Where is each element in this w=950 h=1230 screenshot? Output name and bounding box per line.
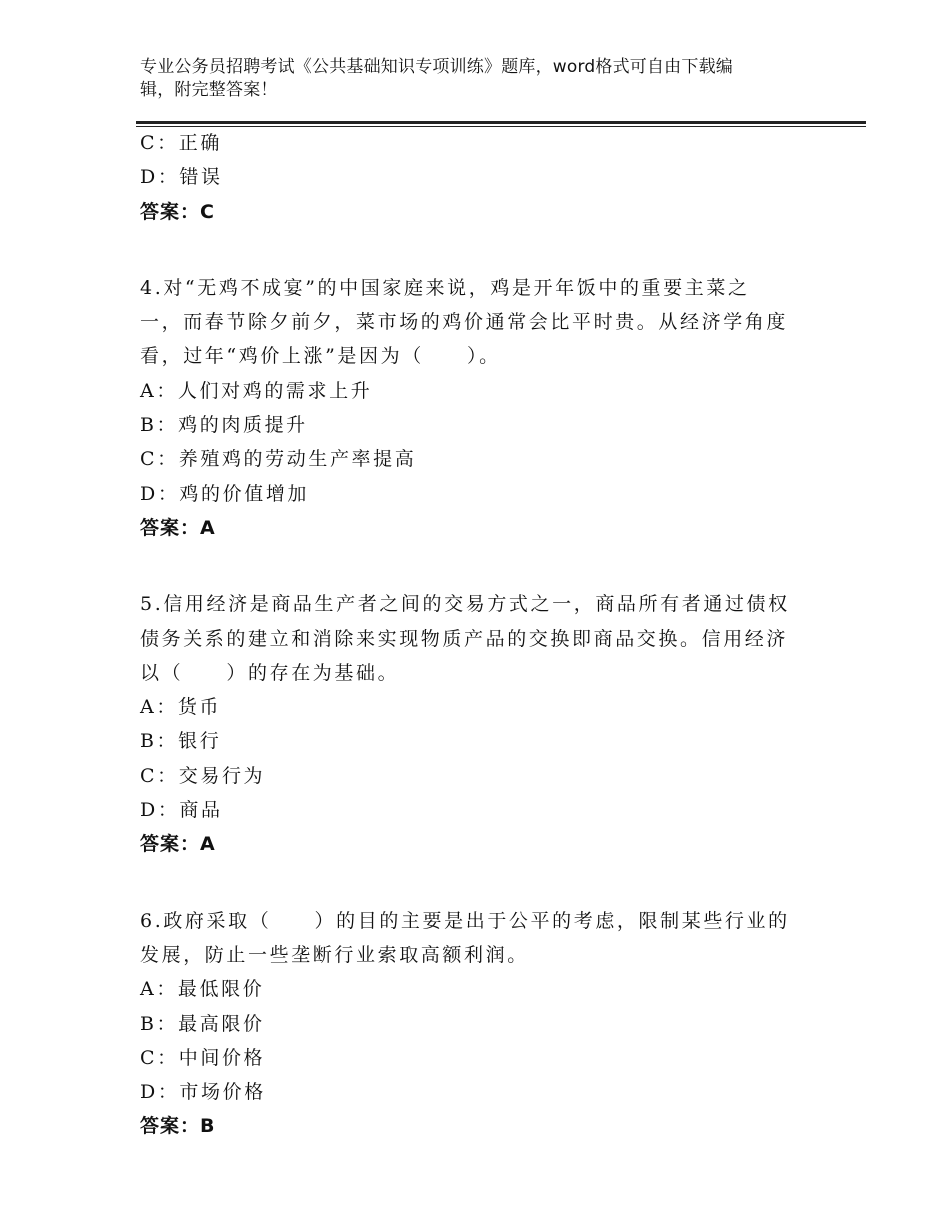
question-text-line: 看，过年“鸡价上涨”是因为（ ）。 (140, 345, 501, 368)
question-5 (140, 587, 820, 861)
header-line-1: 专业公务员招聘考试《公共基础知识专项训练》题库，word格式可自由下载编 (140, 57, 733, 77)
option-d: D：鸡的价值增加 (140, 482, 310, 505)
question-text-line: 5.信用经济是商品生产者之间的交易方式之一，商品所有者通过债权 (140, 593, 790, 616)
question-3 (140, 126, 820, 229)
answer: 答案：A (140, 833, 216, 856)
option-c: C：中间价格 (140, 1046, 266, 1069)
option-d: D：市场价格 (140, 1081, 266, 1104)
option-c: C：养殖鸡的劳动生产率提高 (140, 448, 417, 471)
answer: 答案：B (140, 1115, 216, 1138)
question-text-line: 发展，防止一些垄断行业索取高额利润。 (140, 943, 529, 966)
question-list (140, 126, 820, 1144)
option-a: A：人们对鸡的需求上升 (140, 379, 373, 402)
option-d: D：错误 (140, 166, 223, 189)
question-text-line: 一，而春节除夕前夕，菜市场的鸡价通常会比平时贵。从经济学角度 (140, 311, 789, 334)
option-a: A：货币 (140, 696, 222, 719)
question-text-line: 债务关系的建立和消除来实现物质产品的交换即商品交换。信用经济 (140, 627, 789, 650)
option-c: C：正确 (140, 132, 222, 154)
question-text-line: 以（ ）的存在为基础。 (140, 661, 400, 684)
question-text-line: 4.对“无鸡不成宴”的中国家庭来说，鸡是开年饭中的重要主菜之 (140, 276, 750, 299)
header-rule-thick (136, 121, 866, 124)
question-6 (140, 904, 820, 1144)
answer: 答案：A (140, 516, 216, 539)
option-b: B：鸡的肉质提升 (140, 414, 308, 437)
option-b: B：银行 (140, 730, 222, 753)
answer: 答案：C (140, 200, 215, 223)
page-header (140, 56, 800, 102)
header-line-2: 辑，附完整答案！ (140, 80, 278, 100)
option-c: C：交易行为 (140, 764, 266, 787)
option-a: A：最低限价 (140, 978, 265, 1001)
option-d: D：商品 (140, 799, 223, 822)
question-4 (140, 271, 820, 545)
question-text-line: 6.政府采取（ ）的目的主要是出于公平的考虑，限制某些行业的 (140, 909, 790, 932)
option-b: B：最高限价 (140, 1012, 265, 1035)
